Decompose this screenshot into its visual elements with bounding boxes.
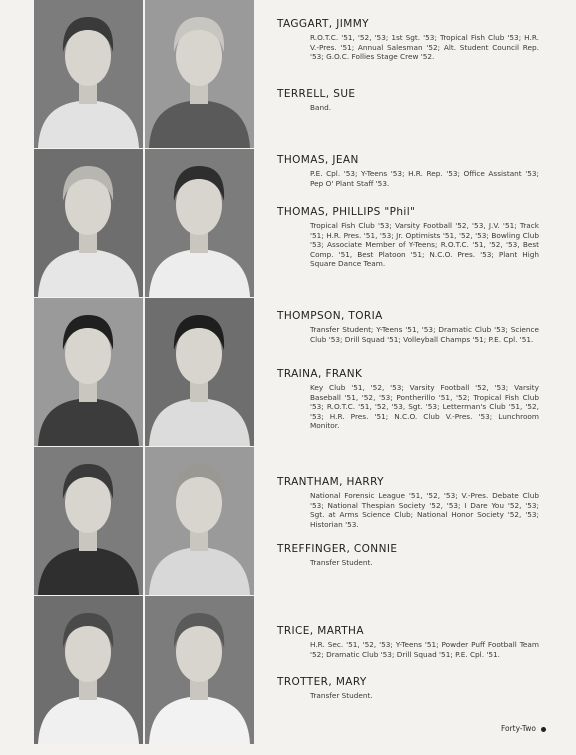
senior-name: TRANTHAM, HARRY bbox=[277, 476, 384, 488]
page-number-label: Forty-Two bbox=[500, 724, 536, 733]
portrait-silhouette bbox=[34, 447, 143, 595]
senior-entry bbox=[277, 676, 539, 701]
senior-activities: H.R. Sec. '51, '52, '53; Y-Teens '51; Powder Puff Football Team '52; Dramatic Club '53; Drill Squad '51; P.E. Cpl. '51. bbox=[310, 640, 539, 659]
senior-name: TRICE, MARTHA bbox=[277, 625, 364, 637]
senior-entry bbox=[277, 310, 539, 344]
senior-activities: P.E. Cpl. '53; Y-Teens '53; H.R. Rep. '53; Office Assistant '53; Pep O' Plant Staff '53. bbox=[310, 169, 539, 188]
portrait-silhouette bbox=[34, 0, 143, 148]
portrait-silhouette bbox=[145, 596, 254, 744]
senior-activities: Transfer Student. bbox=[310, 558, 373, 567]
portrait-silhouette bbox=[145, 0, 254, 148]
senior-name: TERRELL, SUE bbox=[277, 88, 356, 100]
senior-activities: Key Club '51, '52, '53; Varsity Football '52, '53; Varsity Baseball '51, '52, '53; Pontherillo '51, '52; Tropical Fish Club '53; R.O.T.C. '51, '52, '53, Sgt. '53; Letterman's Club '51, '52, '53; H.R. Pres. '51; N.C.O. Club V.-Pres. '53; Lunchroom Monitor. bbox=[310, 383, 539, 431]
portrait-silhouette bbox=[34, 596, 143, 744]
portrait-silhouette bbox=[145, 447, 254, 595]
portrait-photo bbox=[145, 447, 254, 595]
senior-name: TROTTER, MARY bbox=[277, 676, 367, 688]
senior-name: TREFFINGER, CONNIE bbox=[277, 543, 398, 555]
page-number bbox=[501, 724, 546, 733]
portrait-photo bbox=[34, 149, 143, 297]
senior-entry bbox=[277, 18, 539, 62]
senior-name: TAGGART, JIMMY bbox=[277, 18, 369, 30]
portrait-silhouette bbox=[34, 298, 143, 446]
senior-activities: Band. bbox=[310, 103, 332, 112]
senior-name: THOMAS, PHILLIPS "Phil" bbox=[277, 206, 416, 218]
senior-entry bbox=[277, 543, 539, 568]
senior-entry bbox=[277, 206, 539, 269]
senior-activities: R.O.T.C. '51, '52, '53; 1st Sgt. '53; Tropical Fish Club '53; H.R. V.-Pres. '51; Annual Salesman '52; Alt. Student Council Rep. '53; G.O.C. Follies Stage Crew '52. bbox=[310, 33, 539, 62]
portrait-silhouette bbox=[34, 149, 143, 297]
portrait-grid bbox=[34, 0, 256, 739]
senior-name: THOMPSON, TORIA bbox=[277, 310, 383, 322]
senior-entry bbox=[277, 476, 539, 529]
senior-entry bbox=[277, 154, 539, 188]
senior-name: THOMAS, JEAN bbox=[277, 154, 359, 166]
senior-entry bbox=[277, 368, 539, 431]
senior-activities: Tropical Fish Club '53; Varsity Football '52, '53, J.V. '51; Track '51; H.R. Pres. '51, '53; Jr. Optimists '51, '52, '53; Bowling Club '53; Associate Member of Y-Teens; R.O.T.C. '51, '52, '53, Best Comp. '51, Best Platoon '51; N.C.O. Pres. '53; Plant High Square Dance Team. bbox=[310, 221, 539, 269]
senior-entry bbox=[277, 88, 539, 113]
portrait-photo bbox=[145, 298, 254, 446]
portrait-photo bbox=[145, 149, 254, 297]
senior-activities: Transfer Student. bbox=[310, 691, 373, 700]
senior-name: TRAINA, FRANK bbox=[277, 368, 363, 380]
portrait-photo bbox=[34, 0, 143, 148]
bullet-icon bbox=[541, 727, 546, 732]
senior-activities: Transfer Student; Y-Teens '51, '53; Dramatic Club '53; Science Club '53; Drill Squad '51; Volleyball Champs '51; P.E. Cpl. '51. bbox=[310, 325, 539, 344]
portrait-photo bbox=[34, 298, 143, 446]
portrait-photo bbox=[34, 447, 143, 595]
portrait-photo bbox=[145, 596, 254, 744]
portrait-silhouette bbox=[145, 298, 254, 446]
portrait-photo bbox=[145, 0, 254, 148]
senior-entry bbox=[277, 625, 539, 659]
portrait-photo bbox=[34, 596, 143, 744]
senior-activities: National Forensic League '51, '52, '53; V.-Pres. Debate Club '53; National Thespian Society '52, '53; I Dare You '52, '53; Sgt. at Arms Science Club; National Honor Society '52, '53; Historian '53. bbox=[310, 491, 539, 529]
portrait-silhouette bbox=[145, 149, 254, 297]
